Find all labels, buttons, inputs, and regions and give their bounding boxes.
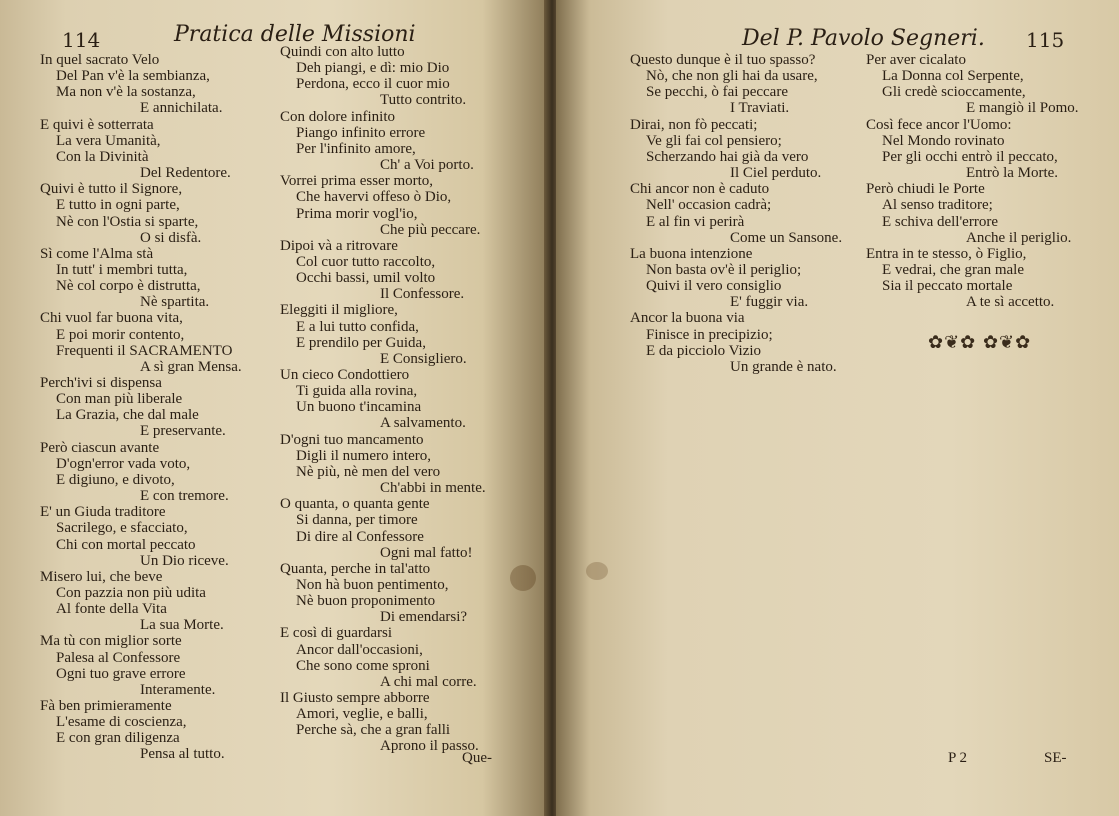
verse-line: Interamente. xyxy=(140,681,216,698)
verse-line: Se pecchi, ò fai peccare xyxy=(646,84,788,101)
verse-line: A salvamento. xyxy=(380,415,466,432)
verse-line: Aprono il passo. xyxy=(380,738,479,755)
verse-line: Palesa al Confessore xyxy=(56,649,181,666)
verse-line: A sì gran Mensa. xyxy=(140,358,242,375)
verse-line: Anche il periglio. xyxy=(966,229,1072,246)
verse-line: Eleggiti il migliore, xyxy=(280,302,398,319)
verse-line: E così di guardarsi xyxy=(280,625,393,642)
verse-line: Occhi bassi, umil volto xyxy=(296,270,436,287)
verse-line: Dirai, non fò peccati; xyxy=(630,116,758,133)
verse-line: Chi ancor non è caduto xyxy=(630,181,770,198)
verse-line: Ch'abbi in mente. xyxy=(380,480,486,497)
verse-line: La buona intenzione xyxy=(630,245,753,262)
verse-line: Col cuor tutto raccolto, xyxy=(296,253,436,270)
verse-line: E preservante. xyxy=(140,423,226,440)
verse-line: Un Dio riceve. xyxy=(140,552,229,569)
verse-line: Ancor la buona via xyxy=(630,310,745,327)
verse-line: O quanta, o quanta gente xyxy=(280,496,430,513)
running-head: Del P. Pavolo Segneri. xyxy=(742,26,985,51)
verse-line: Quivi è tutto il Signore, xyxy=(40,181,183,198)
verse-line: Gli credè scioccamente, xyxy=(882,84,1026,101)
verse-line: E' un Giuda traditore xyxy=(40,504,166,521)
verse-line: Al fonte della Vita xyxy=(56,601,167,618)
verse-line: Del Redentore. xyxy=(140,165,231,182)
verse-line: Che più peccare. xyxy=(380,221,481,238)
right-page xyxy=(556,0,1119,816)
verse-line: D'ogni tuo mancamento xyxy=(280,431,424,448)
verse-line: E vedrai, che gran male xyxy=(882,261,1025,278)
verse-line: Entra in te stesso, ò Figlio, xyxy=(866,245,1027,262)
verse-line: Ve gli fai col pensiero; xyxy=(646,132,782,149)
verse-line: E schiva dell'errore xyxy=(882,213,998,230)
verse-line: E con gran diligenza xyxy=(56,730,180,747)
stain-mark xyxy=(586,562,608,580)
verse-line: Chi vuol far buona vita, xyxy=(40,310,183,327)
verse-line: La Grazia, che dal male xyxy=(56,407,199,424)
verse-line: Però ciascun avante xyxy=(40,439,160,456)
verse-line: Che havervi offeso ò Dio, xyxy=(296,189,452,206)
verse-line: Si danna, per timore xyxy=(296,512,418,529)
verse-line: Non hà buon pentimento, xyxy=(296,576,449,593)
verse-line: E con tremore. xyxy=(140,488,229,505)
verse-line: Quivi il vero consiglio xyxy=(646,278,782,295)
verse-line: Misero lui, che beve xyxy=(40,568,163,585)
verse-line: Nè col corpo è distrutta, xyxy=(56,278,201,295)
verse-line: Quanta, perche in tal'atto xyxy=(280,560,431,577)
stain-mark xyxy=(510,565,536,591)
verse-line: Però chiudi le Porte xyxy=(866,181,985,198)
verse-line: E Consigliero. xyxy=(380,350,467,367)
verse-line: Ancor dall'occasioni, xyxy=(296,641,423,658)
verse-line: E' fuggir via. xyxy=(730,294,809,311)
verse-line: D'ogn'error vada voto, xyxy=(56,455,191,472)
verse-line: Ogni mal fatto! xyxy=(380,544,473,561)
verse-line: A te sì accetto. xyxy=(966,294,1055,311)
verse-line: Nò, che non gli hai da usare, xyxy=(646,68,818,85)
verse-line: Il Giusto sempre abborre xyxy=(280,690,430,706)
verse-line: Un buono t'incamina xyxy=(296,399,422,416)
verse-line: Nè più, nè men del vero xyxy=(296,463,441,480)
verse-line: Digli il numero intero, xyxy=(296,447,431,464)
page-number: 114 xyxy=(62,28,101,52)
page-number: 115 xyxy=(1026,28,1065,52)
verse-line: Frequenti il SACRAMENTO xyxy=(56,342,233,359)
verse-line: Per aver cicalato xyxy=(866,52,966,68)
verse-line: Un grande è nato. xyxy=(730,358,837,375)
verse-line: I Traviati. xyxy=(730,100,790,117)
verse-line: La vera Umanità, xyxy=(56,132,161,149)
verse-line: O si disfà. xyxy=(140,229,202,246)
verse-line: Fà ben primieramente xyxy=(40,698,172,714)
verse-line: E annichilata. xyxy=(140,100,223,117)
verse-line: Con pazzia non più udita xyxy=(56,584,206,601)
verse-line: Con dolore infinito xyxy=(280,108,395,125)
verse-line: Nè con l'Ostia si sparte, xyxy=(56,213,199,230)
verse-line: In tutt' i membri tutta, xyxy=(56,261,188,278)
verse-line: Nell' occasion cadrà; xyxy=(646,197,772,214)
verse-line: E a lui tutto confida, xyxy=(296,318,419,335)
verse-line: Amori, veglie, e balli, xyxy=(296,706,428,723)
verse-line: Questo dunque è il tuo spasso? xyxy=(630,52,816,68)
verse-line: Ma non v'è la sostanza, xyxy=(56,84,196,101)
verse-line: Finisce in precipizio; xyxy=(646,326,773,343)
verse-line: L'esame di coscienza, xyxy=(56,714,187,731)
signature-mark: P 2 xyxy=(948,750,968,766)
verse-line: Un cieco Condottiero xyxy=(280,367,410,383)
verse-line: Di dire al Confessore xyxy=(296,528,424,545)
verse-line: Che sono come sproni xyxy=(296,657,430,674)
verse-line: Perdona, ecco il cuor mio xyxy=(296,76,450,93)
verse-line: Di emendarsi? xyxy=(380,609,468,626)
verse-line: E quivi è sotterrata xyxy=(40,116,154,133)
verse-line: Entrò la Morte. xyxy=(966,165,1059,182)
verse-line: Sacrilego, e sfacciato, xyxy=(56,520,188,537)
verse-line: Al senso traditore; xyxy=(882,197,993,214)
verse-line: Del Pan v'è la sembianza, xyxy=(56,68,210,85)
verse-line: E digiuno, e divoto, xyxy=(56,471,175,488)
verse-line: Perche sà, che a gran falli xyxy=(296,722,451,739)
verse-line: Ch' a Voi porto. xyxy=(380,157,474,174)
verse-line: E da picciolo Vizio xyxy=(646,342,762,359)
verse-line: Il Ciel perduto. xyxy=(730,165,822,182)
verse-line: Quindi con alto lutto xyxy=(280,44,405,60)
verse-line: Con man più liberale xyxy=(56,391,183,408)
verse-line: Perch'ivi si dispensa xyxy=(40,375,162,391)
verse-line: A chi mal corre. xyxy=(380,673,477,690)
verse-line: La sua Morte. xyxy=(140,617,224,634)
verse-line: Così fece ancor l'Uomo: xyxy=(866,116,1012,133)
verse-line: Chi con mortal peccato xyxy=(56,536,196,553)
verse-line: Piango infinito errore xyxy=(296,124,426,141)
verse-line: Tutto contrito. xyxy=(380,92,467,109)
verse-line: Per gli occhi entrò il peccato, xyxy=(882,148,1058,165)
catchword: Que- xyxy=(462,750,492,766)
verse-line: Ti guida alla rovina, xyxy=(296,383,418,400)
verse-line: E poi morir contento, xyxy=(56,326,185,343)
verse-line: La Donna col Serpente, xyxy=(882,68,1024,85)
verse-line: Vorrei prima esser morto, xyxy=(280,173,434,190)
verse-line: Il Confessore. xyxy=(380,286,465,303)
verse-line: Prima morir vogl'io, xyxy=(296,205,418,222)
verse-line: Scherzando hai già da vero xyxy=(646,148,809,165)
left-page xyxy=(0,0,548,816)
running-head: Pratica delle Missioni xyxy=(174,22,416,47)
catchword: SE- xyxy=(1044,750,1067,766)
verse-line: Nè spartita. xyxy=(140,294,210,311)
verse-line: E prendilo per Guida, xyxy=(296,334,426,351)
verse-line: Per l'infinito amore, xyxy=(296,140,416,157)
verse-line: E tutto in ogni parte, xyxy=(56,197,180,214)
verse-line: Con la Divinità xyxy=(56,148,149,165)
verse-line: In quel sacrato Velo xyxy=(40,52,160,68)
verse-line: Non basta ov'è il periglio; xyxy=(646,261,802,278)
verse-line: Nel Mondo rovinato xyxy=(882,132,1005,149)
verse-line: Come un Sansone. xyxy=(730,229,843,246)
verse-line: E mangiò il Pomo. xyxy=(966,100,1079,117)
verse-line: E al fin vi perirà xyxy=(646,213,745,230)
verse-line: Dipoi và a ritrovare xyxy=(280,237,398,254)
verse-line: Sia il peccato mortale xyxy=(882,278,1013,295)
ornament-divider: ✿❦✿ ✿❦✿ xyxy=(928,332,1032,353)
verse-line: Deh piangi, e dì: mio Dio xyxy=(296,60,450,77)
verse-line: Ma tù con miglior sorte xyxy=(40,633,182,650)
verse-line: Sì come l'Alma stà xyxy=(40,245,154,262)
verse-line: Nè buon proponimento xyxy=(296,593,436,610)
verse-line: Ogni tuo grave errore xyxy=(56,665,186,682)
verse-line: Pensa al tutto. xyxy=(140,746,225,763)
